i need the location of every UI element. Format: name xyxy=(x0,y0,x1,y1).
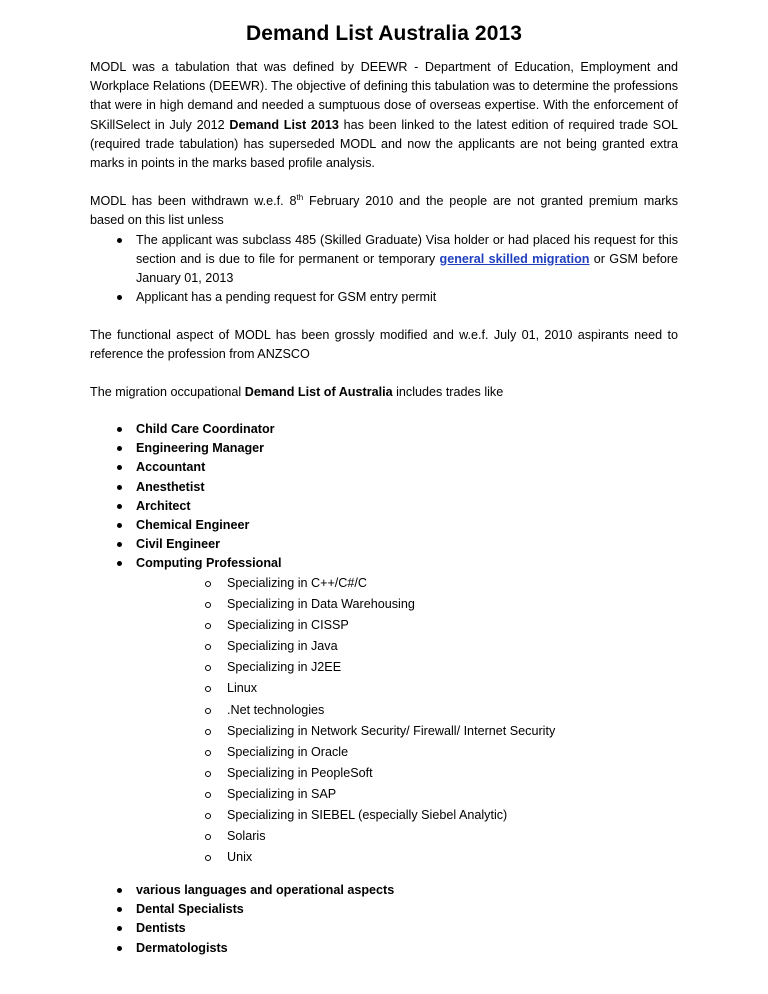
trade-label: Architect xyxy=(136,498,191,513)
trade-label: Engineering Manager xyxy=(136,441,265,456)
condition-text-1: The applicant was subclass 485 (Skilled Graduate) Visa holder or had placed his request for this section and is due to file for permanent or temporary xyxy=(136,232,678,266)
trade-item xyxy=(90,458,678,477)
trade-label: Anesthetist xyxy=(136,479,205,494)
trade-label: Dermatologists xyxy=(136,940,228,955)
specialization-label: Specializing in CISSP xyxy=(227,618,349,633)
withdrawn-text-2: February 2010 and the people are not granted premium marks based on this list unless xyxy=(90,194,678,228)
withdrawn-text-1: MODL has been withdrawn w.e.f. 8 xyxy=(90,194,297,209)
trade-label: Civil Engineer xyxy=(136,536,220,551)
general-skilled-migration-link[interactable]: general skilled migration xyxy=(439,251,590,266)
specialization-item xyxy=(136,678,678,699)
specialization-label: Specializing in SIEBEL (especially Siebel Analytic) xyxy=(227,808,508,823)
hollow-bullet-icon xyxy=(205,834,211,840)
trade-item xyxy=(90,516,678,535)
specialization-item xyxy=(136,721,678,742)
trade-label: Child Care Coordinator xyxy=(136,422,275,437)
trade-item xyxy=(90,939,678,958)
intro-bold-text: Demand List 2013 xyxy=(229,117,339,132)
specialization-item xyxy=(136,805,678,826)
hollow-bullet-icon xyxy=(205,750,211,756)
trade-item xyxy=(90,535,678,554)
trade-item xyxy=(90,554,678,868)
bullet-icon xyxy=(117,238,122,243)
trade-item xyxy=(90,420,678,439)
specialization-label: Specializing in SAP xyxy=(227,786,337,801)
hollow-bullet-icon xyxy=(205,602,211,608)
trade-item xyxy=(90,881,678,900)
specialization-label: Solaris xyxy=(227,829,266,844)
trade-item xyxy=(90,919,678,938)
specialization-label: Specializing in Java xyxy=(227,639,338,654)
conditions-list xyxy=(90,231,678,307)
computing-specializations-list xyxy=(136,573,678,868)
bullet-icon xyxy=(117,295,122,300)
trades-intro-text-2: includes trades like xyxy=(392,385,504,400)
trade-item xyxy=(90,497,678,516)
hollow-bullet-icon xyxy=(205,644,211,650)
specialization-label: Specializing in C++/C#/C xyxy=(227,575,368,590)
hollow-bullet-icon xyxy=(205,771,211,777)
intro-text-2: has been linked to the latest edition of required trade SOL (required trade tabulation) has superseded MODL and now the applicants are not being granted extra marks in points in the marks based profile analysis. xyxy=(90,117,679,171)
specialization-label: Specializing in J2EE xyxy=(227,660,342,675)
specialization-item xyxy=(136,742,678,763)
hollow-bullet-icon xyxy=(205,813,211,819)
bullet-icon xyxy=(117,907,122,912)
bullet-icon xyxy=(117,888,122,893)
ordinal-superscript: th xyxy=(296,193,304,203)
hollow-bullet-icon xyxy=(205,729,211,735)
condition-item xyxy=(90,231,678,288)
hollow-bullet-icon xyxy=(205,792,211,798)
trades-intro-paragraph xyxy=(90,383,678,402)
hollow-bullet-icon xyxy=(205,855,211,861)
withdrawn-paragraph xyxy=(90,192,678,230)
bullet-icon xyxy=(117,542,122,547)
trade-label: Computing Professional xyxy=(136,555,282,570)
specialization-item xyxy=(136,615,678,636)
specialization-item xyxy=(136,657,678,678)
trade-item xyxy=(90,900,678,919)
specialization-label: Specializing in Oracle xyxy=(227,744,349,759)
specialization-item xyxy=(136,763,678,784)
bullet-icon xyxy=(117,446,122,451)
document-page xyxy=(90,20,678,958)
hollow-bullet-icon xyxy=(205,686,211,692)
trade-label: Chemical Engineer xyxy=(136,517,250,532)
bullet-icon xyxy=(117,465,122,470)
hollow-bullet-icon xyxy=(205,623,211,629)
trades-list-continued xyxy=(90,881,678,957)
specialization-label: Specializing in Network Security/ Firewall/ Internet Security xyxy=(227,723,556,738)
specialization-item xyxy=(136,636,678,657)
bullet-icon xyxy=(117,504,122,509)
intro-paragraph xyxy=(90,58,678,173)
specialization-label: Specializing in Data Warehousing xyxy=(227,597,415,612)
trades-intro-bold-text: Demand List of Australia xyxy=(244,385,393,400)
condition-text: Applicant has a pending request for GSM entry permit xyxy=(136,289,437,304)
functional-paragraph: The functional aspect of MODL has been grossly modified and w.e.f. July 01, 2010 aspirants need to reference the profession from ANZSCO xyxy=(90,327,678,361)
page-title: Demand List Australia 2013 xyxy=(245,22,523,45)
trade-item xyxy=(90,478,678,497)
bullet-icon xyxy=(117,427,122,432)
trade-label: various languages and operational aspects xyxy=(136,883,395,898)
trade-label: Accountant xyxy=(136,460,206,475)
condition-text-2: or GSM before January 01, 2013 xyxy=(136,251,679,285)
bullet-icon xyxy=(117,561,122,566)
specialization-item xyxy=(136,700,678,721)
trade-item xyxy=(90,439,678,458)
trades-intro-text-1: The migration occupational xyxy=(90,385,245,400)
specialization-item xyxy=(136,826,678,847)
bullet-icon xyxy=(117,946,122,951)
bullet-icon xyxy=(117,485,122,490)
specialization-label: Unix xyxy=(227,850,253,865)
condition-item xyxy=(90,288,678,307)
trade-label: Dentists xyxy=(136,921,186,936)
trades-list xyxy=(90,420,678,868)
bullet-icon xyxy=(117,926,122,931)
trade-label: Dental Specialists xyxy=(136,902,244,917)
hollow-bullet-icon xyxy=(205,708,211,714)
specialization-item xyxy=(136,594,678,615)
hollow-bullet-icon xyxy=(205,581,211,587)
specialization-label: Linux xyxy=(227,681,258,696)
specialization-item xyxy=(136,784,678,805)
specialization-item xyxy=(136,573,678,594)
specialization-item xyxy=(136,847,678,868)
specialization-label: Specializing in PeopleSoft xyxy=(227,765,373,780)
intro-text-1: MODL was a tabulation that was defined by DEEWR - Department of Education, Employment and Workplace Relations (DEEWR). The objective of defining this tabulation was to determine the professions that were in high demand and needed a sumptuous dose of overseas expertise. With the enforcement of SKillSelect in July 2012 xyxy=(90,60,678,132)
hollow-bullet-icon xyxy=(205,665,211,671)
bullet-icon xyxy=(117,523,122,528)
specialization-label: .Net technologies xyxy=(227,702,325,717)
